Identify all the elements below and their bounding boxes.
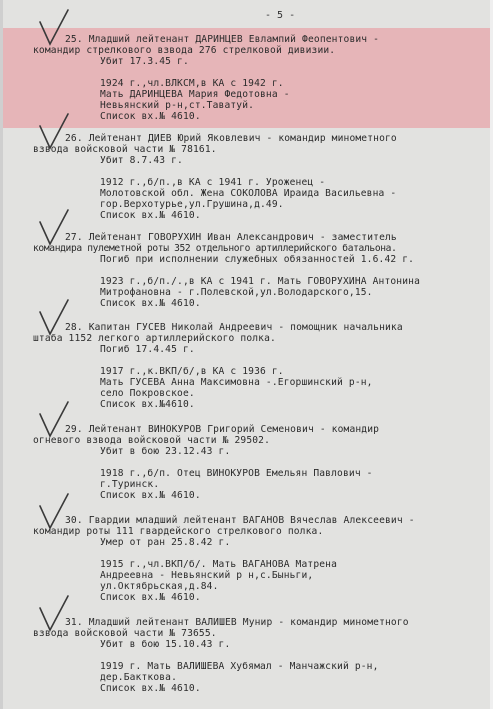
record-line: Убит 8.7.43 г. [100, 155, 183, 166]
record-line: Убит 17.3.45 г. [100, 56, 189, 67]
record-line: взвода войсковой части № 78161. [33, 144, 217, 155]
record-line: дер.Бакткова. [100, 672, 178, 683]
record-line: Митрофановна - г.Полевской,ул.Володарского,15. [100, 287, 373, 298]
record-line: 28. Капитан ГУСЕВ Николай Андреевич - помощник начальника [65, 322, 403, 333]
record-line: село Покровское. [100, 388, 195, 399]
checkmark-icon [38, 298, 70, 338]
record-line: гор.Верхотурье,ул.Грушина,д.49. [100, 199, 284, 210]
record-line: 1924 г.,чл.ВЛКСМ,в КА с 1942 г. [100, 78, 284, 89]
record-line: командира пулеметной роты 352 отдельного артиллерийского батальона. [33, 243, 397, 254]
record-line: Список вх.№ 4610. [100, 490, 201, 501]
record-line: Андреевна - Невьянский р н,с.Быньги, [100, 570, 314, 581]
record-line: 31. Младший лейтенант ВАЛИШЕВ Мунир - командир минометного [65, 617, 409, 628]
record-line: Убит в бою 23.12.43 г. [100, 446, 231, 457]
record-line: Погиб при исполнении служебных обязанностей 1.6.42 г. [100, 254, 415, 265]
record-line: штаба 1152 легкого артиллерийского полка. [33, 333, 276, 344]
scan-edge [0, 0, 3, 709]
record-line: командир роты 111 гвардейского стрелкового полка. [33, 526, 324, 537]
record-line: 1912 г.,б/п.,в КА с 1941 г. Уроженец - [100, 177, 326, 188]
record-line: 25. Младший лейтенант ДАРИНЦЕВ Евлампий Феопентович - [65, 34, 380, 45]
record-line: г.Туринск. [100, 479, 160, 490]
checkmark-icon [38, 208, 70, 248]
checkmark-icon [38, 8, 70, 48]
record-line: Список вх.№ 4610. [100, 683, 201, 694]
record-line: 26. Лейтенант ДИЕВ Юрий Яковлевич - командир минометного [65, 133, 397, 144]
record-line: командир стрелкового взвода 276 стрелковой дивизии. [33, 45, 336, 56]
record-line: Список вх.№ 4610. [100, 298, 201, 309]
record-line: Список вх.№ 4610. [100, 111, 201, 122]
record-line: Список вх.№ 4610. [100, 592, 201, 603]
page-number: - 5 - [265, 10, 296, 21]
checkmark-icon [38, 594, 70, 634]
record-line: Список вх.№4610. [100, 399, 195, 410]
record-line: Умер от ран 25.8.42 г. [100, 537, 231, 548]
record-line: 1923 г.,б/п./.,в КА с 1941 г. Мать ГОВОРУХИНА Антонина [100, 276, 420, 287]
checkmark-icon [38, 400, 70, 440]
record-line: ул.Октябрьская,д.84. [100, 581, 219, 592]
record-line: 1919 г. Мать ВАЛИШЕВА Хубямал - Манчажский р-н, [100, 661, 379, 672]
checkmark-icon [38, 492, 70, 532]
record-line: огневого взвода войсковой части № 29502. [33, 435, 271, 446]
record-line: Невьянский р-н,ст.Таватуй. [100, 100, 255, 111]
record-line: 30. Гвардии младший лейтенант ВАГАНОВ Вячеслав Алексеевич - [65, 515, 415, 526]
record-line: Мать ДАРИНЦЕВА Мария Федотовна - [100, 89, 290, 100]
scanned-document-page [3, 0, 490, 709]
record-line: 1915 г.,чл.ВКП/б/. Мать ВАГАНОВА Матрена [100, 559, 338, 570]
record-line: Погиб 17.4.45 г. [100, 344, 195, 355]
checkmark-icon [38, 112, 70, 152]
record-line: 1917 г.,к.ВКП/б/,в КА с 1936 г. [100, 366, 284, 377]
record-line: взвода войсковой части № 73655. [33, 628, 217, 639]
record-line: Список вх.№ 4610. [100, 210, 201, 221]
record-line: Убит в бою 15.10.43 г. [100, 639, 231, 650]
record-line: 29. Лейтенант ВИНОКУРОВ Григорий Семенович - командир [65, 424, 380, 435]
record-line: 1918 г.,б/п. Отец ВИНОКУРОВ Емельян Павлович - [100, 468, 373, 479]
record-line: Мать ГУСЕВА Анна Максимовна -.Егоршинский р-н, [100, 377, 373, 388]
record-line: Молотовской обл. Жена СОКОЛОВА Ираида Васильевна - [100, 188, 397, 199]
record-line: 27. Лейтенант ГОВОРУХИН Иван Александрович - заместитель [65, 232, 397, 243]
